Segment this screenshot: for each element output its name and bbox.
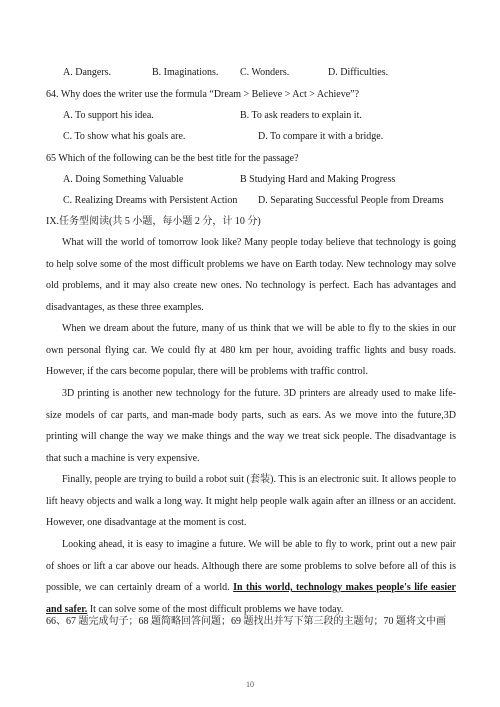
passage-paragraph-5 [46,534,456,620]
q65-option-b: B Studying Hard and Making Progress [240,174,396,185]
passage-paragraph-2: When we dream about the future, many of us think that we will be able to fly to the skies in our own personal flying car. We could fly at 480 km per hour, avoiding traffic lights and busy roads. However, if the cars become popular, there will be problems with traffic control. [46,323,456,377]
task-instructions: 66、67 题完成句子；68 题简略回答问题；69 题找出并写下第三段的主题句；70 题将文中画 [46,616,446,627]
p5-text-before: Looking ahead, it is easy to imagine a future. We will be able to fly to work, print out a new pair of shoes or lift a car above our heads. Although there are some problems to solve before all of this is possible, we can certainly dream of a world. [46,539,456,593]
q65-option-a: A. Doing Something Valuable [63,174,184,185]
q63-option-a: A. Dangers. [63,67,112,78]
q63-option-b: B. Imaginations. [152,67,219,78]
q64-option-d: D. To compare it with a bridge. [258,131,384,142]
q63-option-d: D. Difficulties. [328,67,389,78]
underlined-sentence: In this world, technology makes people's life easier and safer. [46,582,456,615]
p5-text-after: It can solve some of the most difficult problems we have today. [87,603,344,615]
passage-paragraph-3: 3D printing is another new technology for the future. 3D printers are already used to make life-size models of car parts, and man-made body parts, such as ears. As we move into the future,3D printing will change the way we make things and the way we treat sick people. The disadvantage is that such a machine is very expensive. [46,388,456,464]
q64-option-b: B. To ask readers to explain it. [240,110,362,121]
q65-option-c: C. Realizing Dreams with Persistent Action [63,195,238,206]
q65-question: 65 Which of the following can be the best title for the passage? [46,153,299,164]
q65-option-d: D. Separating Successful People from Dreams [258,195,444,206]
q64-option-a: A. To support his idea. [63,110,154,121]
page-number: 10 [246,680,254,689]
q64-question: 64. Why does the writer use the formula “Dream > Believe > Act > Achieve”? [46,89,360,100]
passage-paragraph-4: Finally, people are trying to build a robot suit (套装). This is an electronic suit. It allows people to lift heavy objects and walk a long way. It might help people walk again after an illness or an accident. However, one disadvantage at the moment is cost. [46,474,456,528]
passage-paragraph-1: What will the world of tomorrow look like? Many people today believe that technology is going to help solve some of the most difficult problems we have on Earth today. New technology may solve old problems, and it may also create new ones. No technology is perfect. Each has advantages and disadvantages, as these three examples. [46,237,456,313]
q64-option-c: C. To show what his goals are. [63,131,186,142]
section-heading: IX.任务型阅读(共 5 小题，每小题 2 分，计 10 分) [46,216,261,227]
q63-option-c: C. Wonders. [240,67,290,78]
